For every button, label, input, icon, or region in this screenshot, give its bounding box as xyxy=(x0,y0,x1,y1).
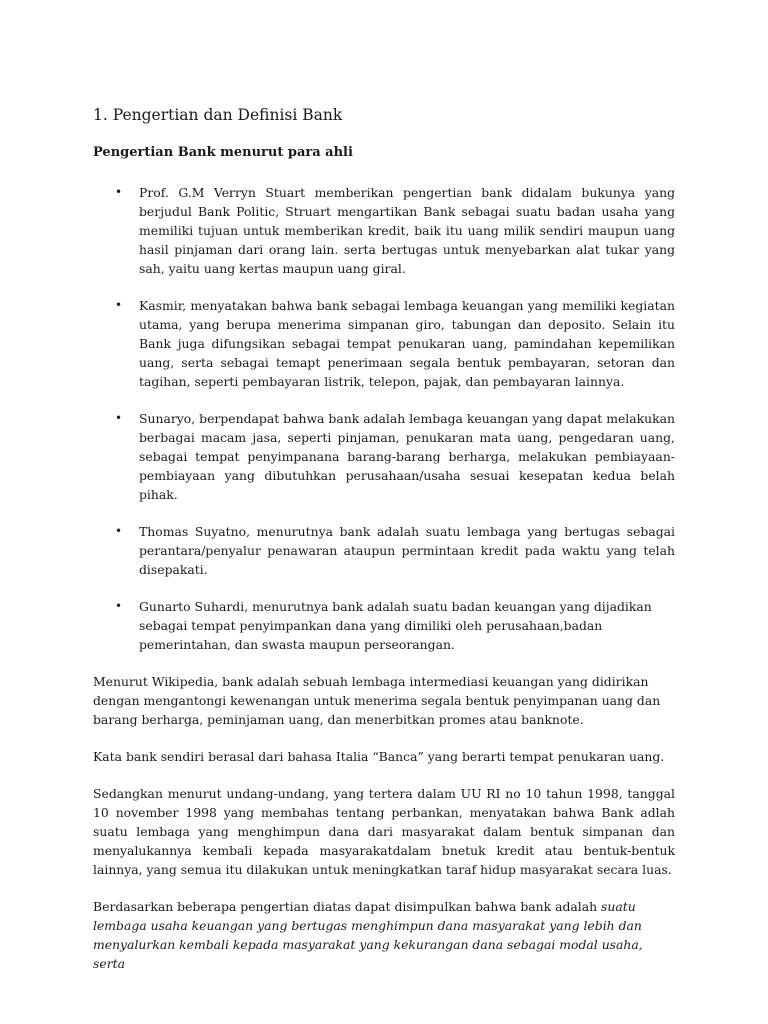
paragraph-etymology: Kata bank sendiri berasal dari bahasa Italia “Banca” yang berarti tempat penukaran uang. xyxy=(93,749,665,764)
bullet-icon: • xyxy=(115,411,123,425)
bullet-icon: • xyxy=(115,599,123,613)
list-item-text: Thomas Suyatno, menurutnya bank adalah suatu lembaga yang bertugas sebagai perantara/penyalur penawaran ataupun permintaan kredit pada waktu yang telah disepakati. xyxy=(139,524,675,577)
list-item xyxy=(93,522,675,579)
list-item-text: Sunaryo, berpendapat bahwa bank adalah lembaga keuangan yang dapat melakukan berbagai macam jasa, seperti pinjaman, penukaran mata uang, pengedaran uang, sebagai tempat penyimpanana barang-barang berharga, melakukan pembiayaan-pembiayaan yang dibutuhkan perusahaan/usaha sesuai kesepatan kedua belah pihak. xyxy=(139,411,675,502)
list-item xyxy=(93,183,675,278)
document-page xyxy=(93,103,675,991)
bullet-icon: • xyxy=(115,185,123,199)
conclusion-italic: suatu lembaga usaha keuangan yang bertugas menghimpun dana masyarakat yang lebih dan menyalurkan kembali kepada masyarakat yang kekurangan dana sebagai modal usaha, serta xyxy=(93,899,643,971)
expert-definitions-list xyxy=(93,183,675,654)
conclusion-lead: Berdasarkan beberapa pengertian diatas dapat disimpulkan bahwa bank adalah xyxy=(93,899,602,914)
paragraph-law: Sedangkan menurut undang-undang, yang tertera dalam UU RI no 10 tahun 1998, tanggal 10 november 1998 yang membahas tentang perbankan, menyatakan bahwa Bank adlah suatu lembaga yang menghimpun dana dari masyarakat dalam bentuk simpanan dan menyalukannya kembali kepada masyarakatdalam bnetuk kredit atau bentuk-bentuk lainnya, yang semua itu dilakukan untuk meningkatkan taraf hidup masyarakat secara luas. xyxy=(93,786,675,877)
section-title: 1. Pengertian dan Definisi Bank xyxy=(93,106,343,124)
list-item-text: Gunarto Suhardi, menurutnya bank adalah suatu badan keuangan yang dijadikan sebagai tempat penyimpankan dana yang dimiliki oleh perusahaan,badan pemerintahan, dan swasta maupun perseorangan. xyxy=(139,599,652,652)
list-item xyxy=(93,296,675,391)
list-item xyxy=(93,409,675,504)
paragraph-wikipedia: Menurut Wikipedia, bank adalah sebuah lembaga intermediasi keuangan yang didirikan dengan mengantongi kewenangan untuk menerima segala bentuk penyimpanan uang dan barang berharga, peminjaman uang, dan menerbitkan promes atau banknote. xyxy=(93,674,661,727)
bullet-icon: • xyxy=(115,524,123,538)
list-item-text: Prof. G.M Verryn Stuart memberikan pengertian bank didalam bukunya yang berjudul Bank Politic, Struart mengartikan Bank sebagai suatu badan usaha yang memiliki tujuan untuk memberikan kredit, baik itu uang milik sendiri maupun uang hasil pinjaman dari orang lain. serta bertugas untuk menyebarkan alat tukar yang sah, yaitu uang kertas maupun uang giral. xyxy=(139,185,675,276)
section-subtitle: Pengertian Bank menurut para ahli xyxy=(93,145,353,160)
list-item xyxy=(93,597,675,654)
list-item-text: Kasmir, menyatakan bahwa bank sebagai lembaga keuangan yang memiliki kegiatan utama, yang berupa menerima simpanan giro, tabungan dan deposito. Selain itu Bank juga difungsikan sebagai tempat penukaran uang, pamindahan kepemilikan uang, serta sebagai temapt penerimaan segala bentuk pembayaran, setoran dan tagihan, seperti pembayaran listrik, telepon, pajak, dan pembayaran lainnya. xyxy=(139,298,675,389)
paragraph-conclusion xyxy=(93,897,675,973)
bullet-icon: • xyxy=(115,298,123,312)
